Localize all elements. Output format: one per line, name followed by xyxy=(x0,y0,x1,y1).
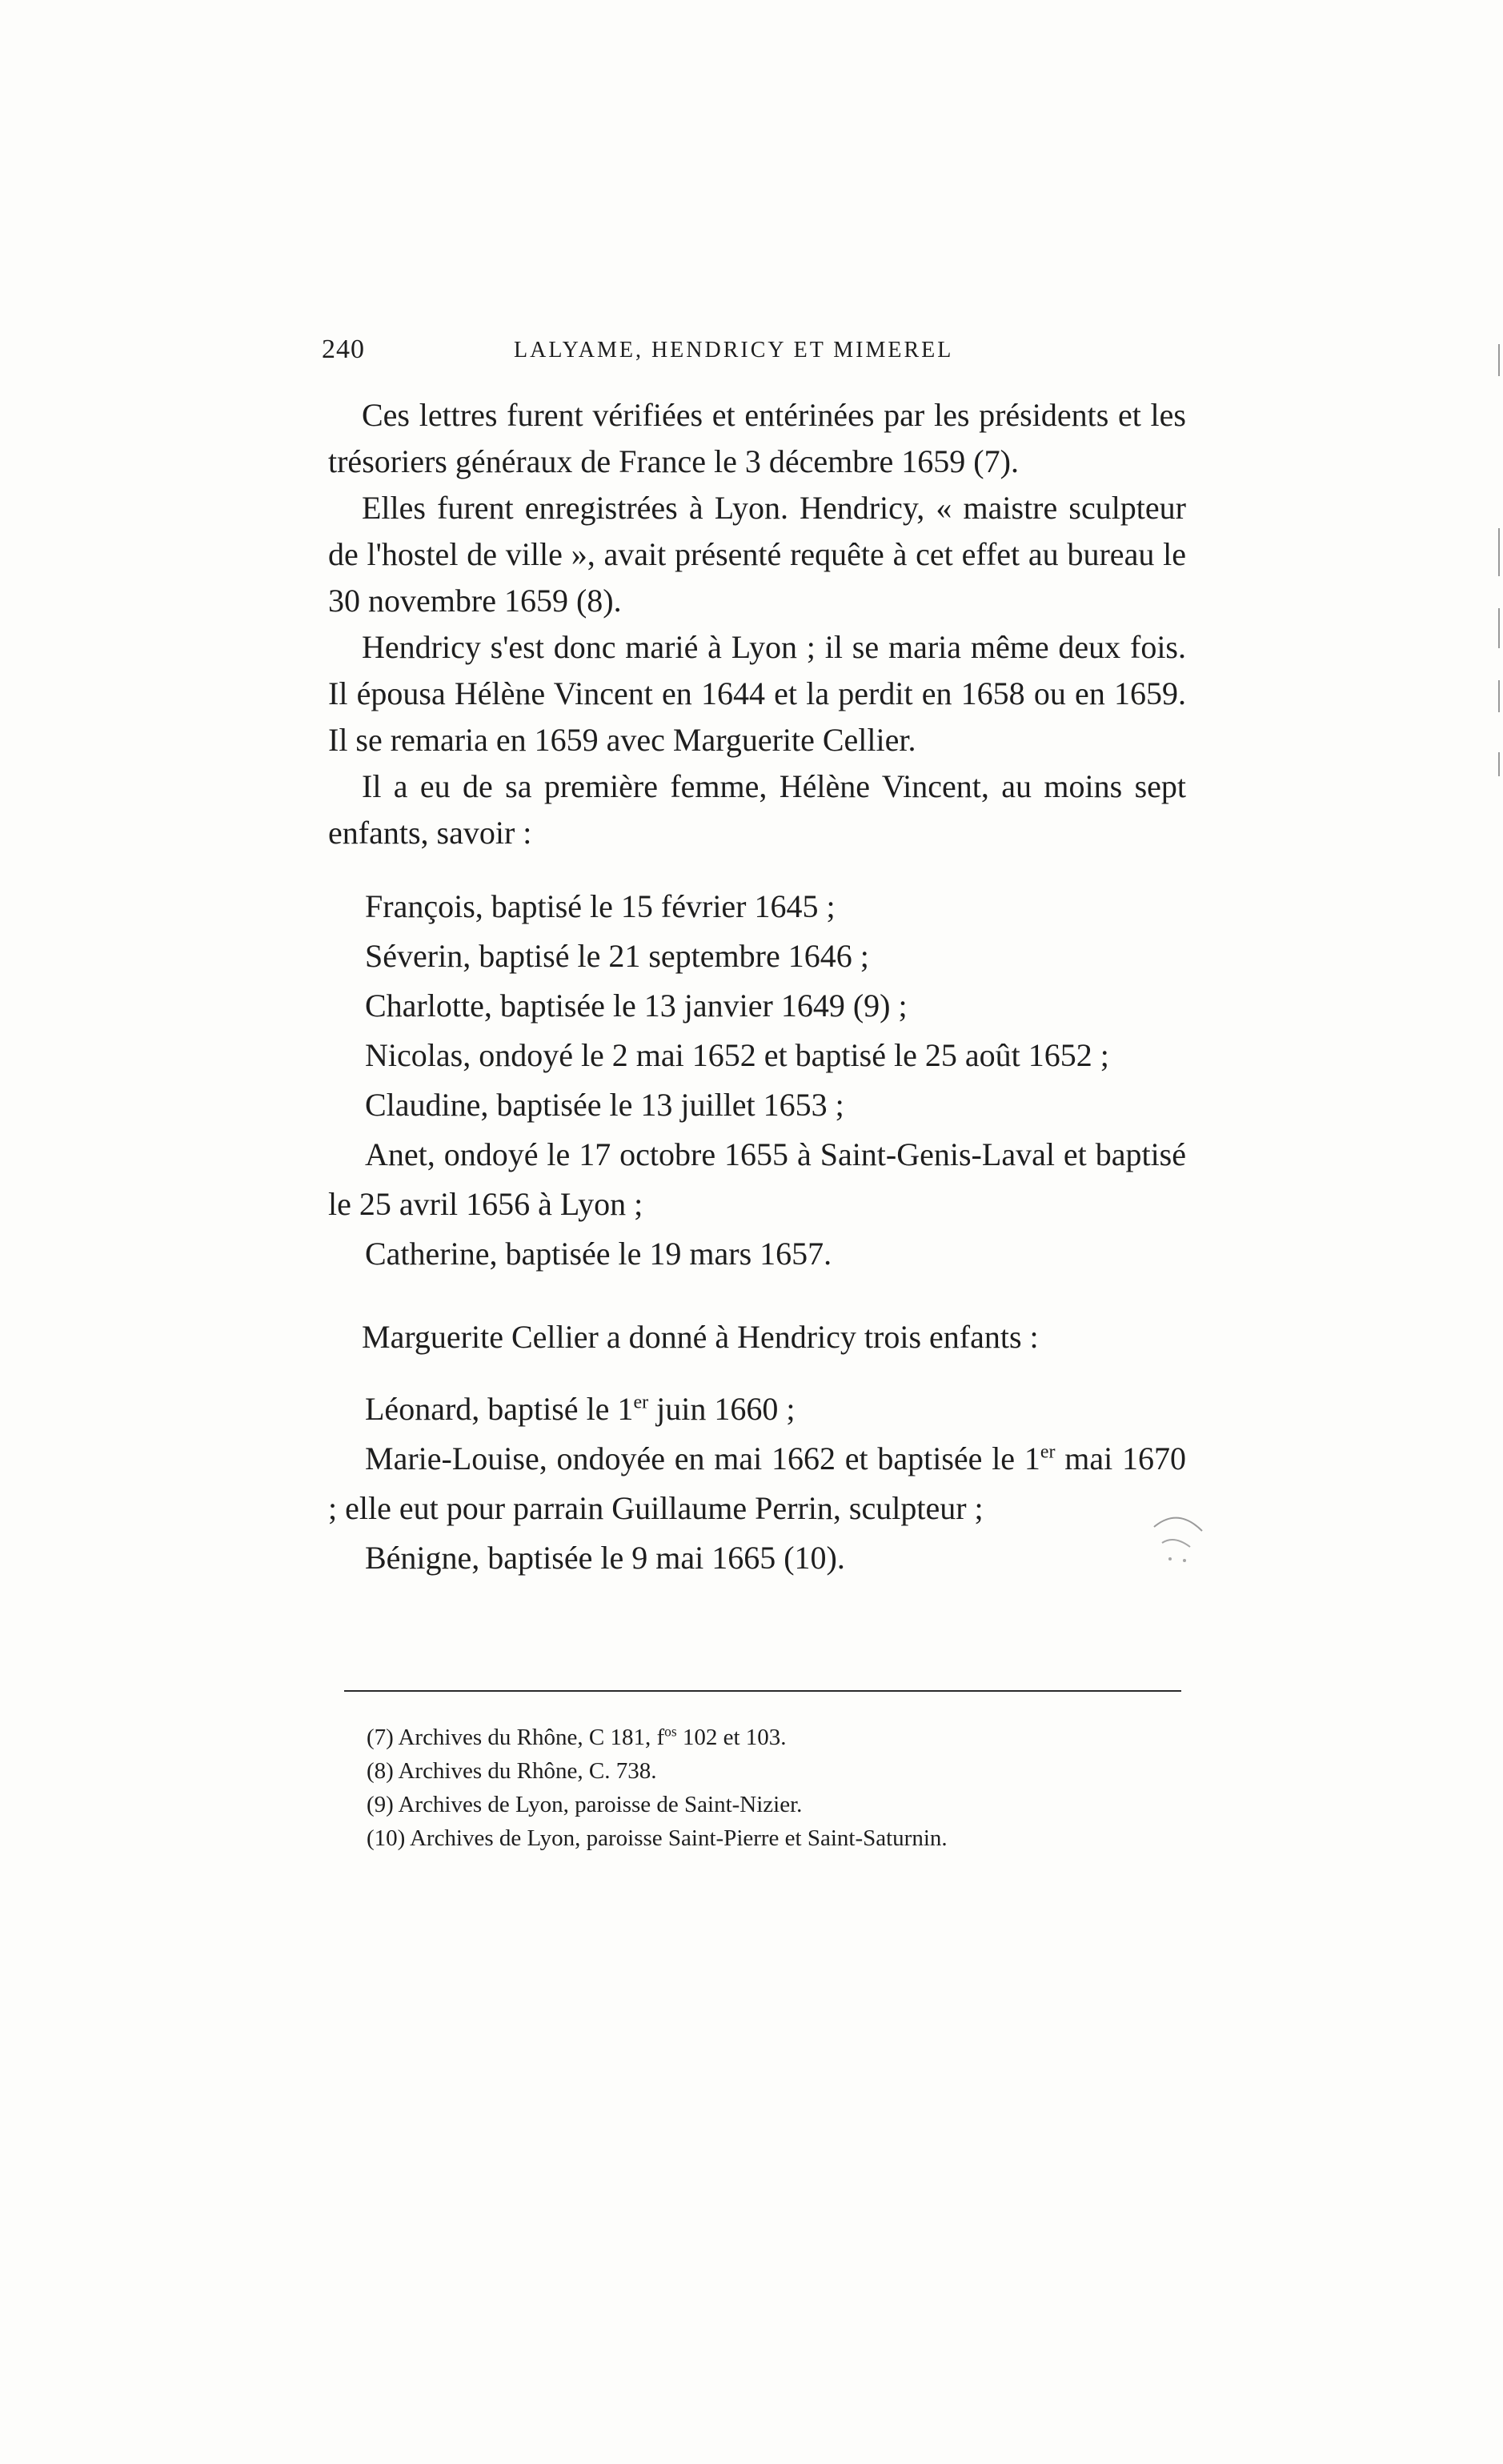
footnotes xyxy=(367,1721,1207,1855)
list-item xyxy=(328,1384,1186,1434)
ordinal-superscript: er xyxy=(1040,1441,1056,1463)
children-list-first-marriage xyxy=(328,882,1186,1279)
list-item xyxy=(328,1434,1186,1533)
footnote-9: (9) Archives de Lyon, paroisse de Saint-Nizier. xyxy=(367,1792,803,1817)
footnote-10: (10) Archives de Lyon, paroisse Saint-Pierre et Saint-Saturnin. xyxy=(367,1825,948,1851)
margin-mark xyxy=(1498,608,1500,648)
margin-mark xyxy=(1498,344,1500,376)
list-item: Bénigne, baptisée le 9 mai 1665 (10). xyxy=(365,1540,845,1576)
footnote-7 xyxy=(367,1721,1207,1754)
margin-mark xyxy=(1498,528,1500,576)
body-text xyxy=(328,392,1186,1583)
margin-mark xyxy=(1498,752,1500,776)
folio-superscript: os xyxy=(664,1723,677,1740)
list-item: Séverin, baptisé le 21 septembre 1646 ; xyxy=(365,938,869,974)
margin-mark xyxy=(1498,680,1500,712)
list-item: François, baptisé le 15 février 1645 ; xyxy=(365,888,836,924)
library-stamp xyxy=(1146,1511,1210,1575)
leonard-text-end: juin 1660 ; xyxy=(648,1391,796,1427)
footnote-rule xyxy=(344,1690,1181,1692)
running-title: LALYAME, HENDRICY ET MIMEREL xyxy=(514,338,954,363)
list-item: Nicolas, ondoyé le 2 mai 1652 et baptisé le 25 août 1652 ; xyxy=(365,1037,1109,1073)
footnote-7-text-end: 102 et 103. xyxy=(676,1725,787,1750)
list-item: Charlotte, baptisée le 13 janvier 1649 (9) ; xyxy=(365,988,908,1024)
footnote-8: (8) Archives du Rhône, C. 738. xyxy=(367,1758,657,1784)
paragraph-3: Hendricy s'est donc marié à Lyon ; il se maria même deux fois. Il épousa Hélène Vincent en 1644 et la perdit en 1658 ou en 1659. Il se remaria en 1659 avec Marguerite Cellier. xyxy=(328,629,1186,758)
ordinal-superscript: er xyxy=(633,1392,649,1413)
children-list-second-marriage xyxy=(328,1384,1186,1583)
marie-louise-text-end: mai 1670 ; elle eut pour parrain Guillaume Perrin, sculpteur ; xyxy=(328,1440,1186,1526)
paragraph-2: Elles furent enregistrées à Lyon. Hendricy, « maistre sculpteur de l'hostel de ville », avait présenté requête à cet effet au bureau le 30 novembre 1659 (8). xyxy=(328,490,1186,619)
list-item: Catherine, baptisée le 19 mars 1657. xyxy=(365,1236,832,1272)
marie-louise-text: Marie-Louise, ondoyée en mai 1662 et baptisée le 1 xyxy=(365,1440,1040,1476)
leonard-text: Léonard, baptisé le 1 xyxy=(365,1391,634,1427)
footnote-7-text: (7) Archives du Rhône, C 181, f xyxy=(367,1725,665,1750)
paragraph-4: Il a eu de sa première femme, Hélène Vincent, au moins sept enfants, savoir : xyxy=(328,768,1186,851)
paragraph-5: Marguerite Cellier a donné à Hendricy trois enfants : xyxy=(362,1319,1039,1355)
list-item: Claudine, baptisée le 13 juillet 1653 ; xyxy=(365,1087,844,1123)
page-header xyxy=(322,335,1202,383)
page-number: 240 xyxy=(322,335,365,364)
paragraph-1: Ces lettres furent vérifiées et entérinées par les présidents et les trésoriers généraux de France le 3 décembre 1659 (7). xyxy=(328,397,1186,479)
list-item: Anet, ondoyé le 17 octobre 1655 à Saint-Genis-Laval et baptisé le 25 avril 1656 à Lyon ; xyxy=(328,1136,1186,1222)
